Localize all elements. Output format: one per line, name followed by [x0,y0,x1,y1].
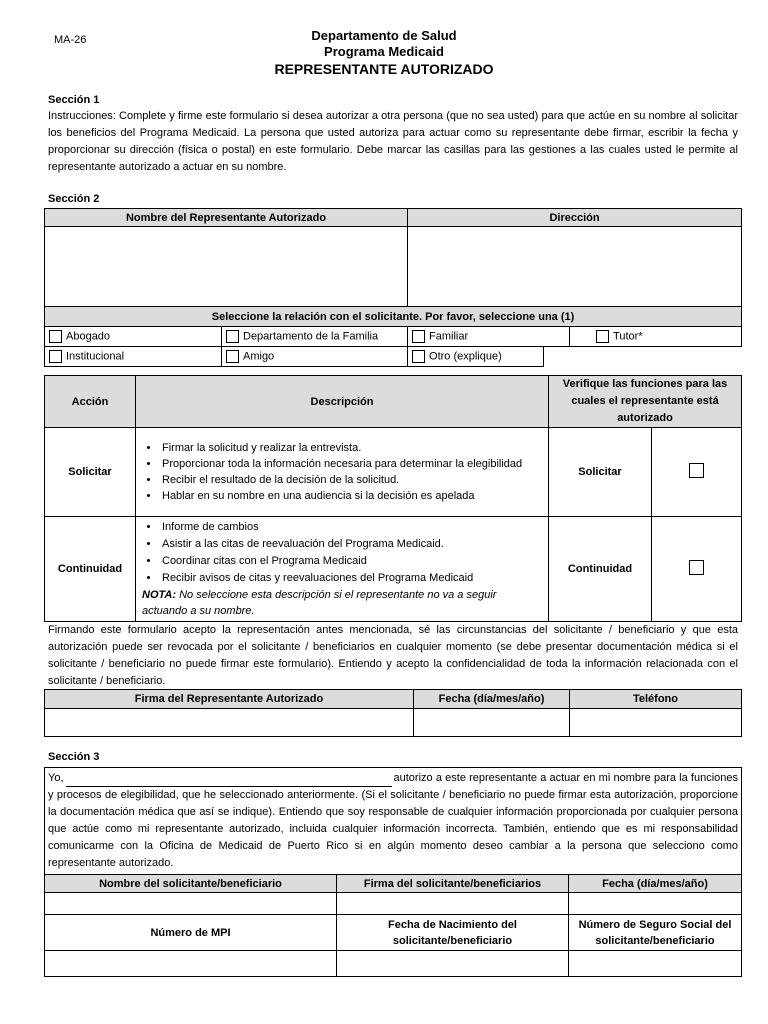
continuidad-checkbox[interactable] [689,560,704,575]
representative-date-field[interactable] [414,709,570,737]
relation-label: Otro (explique) [429,350,502,363]
list-item: • Recibir el resultado de la decisión de la solicitud. [160,472,544,488]
relation-label: Tutor* [613,330,643,343]
header-title: REPRESENTANTE AUTORIZADO [274,61,494,77]
checkbox[interactable] [49,330,62,343]
verify-solicitar-cell[interactable] [652,428,742,517]
checkbox[interactable] [226,350,239,363]
relation-familiar[interactable] [408,327,570,347]
representative-table [44,208,742,367]
applicant-signature-field[interactable] [337,893,569,915]
relation-amigo[interactable] [222,347,408,367]
section2-title: Sección 2 [48,193,100,205]
relation-label: Familiar [429,330,469,343]
list-item: • Proporcionar toda la información necesaria para determinar la elegibilidad [160,456,544,472]
action-continuidad: Continuidad [45,517,136,622]
relation-label: Abogado [66,330,111,343]
relation-tutor[interactable] [570,327,742,347]
relation-label: Institucional [66,350,125,363]
note-label: NOTA: [142,589,177,601]
representative-signature-table [44,689,742,737]
col-description: Descripción [136,376,549,428]
header-program: Programa Medicaid [324,44,444,59]
relation-otro[interactable] [408,347,544,367]
note-text: No seleccione esta descripción si el representante no va a seguir actuando a su nombre. [142,589,497,617]
checkbox[interactable] [49,350,62,363]
mpi-field[interactable] [45,951,337,977]
representative-name-field[interactable] [45,227,408,307]
consent-text: Firmando este formulario acepto la representación antes mencionada, sé las circunstancias del solicitante / beneficiario y que esta autorización puede ser revocada por el solicitante / beneficiarios en cualquier momento (se debe presentar documentación médica si el solicitante / beneficiario no puede firmar este formulario). Entiendo y acepto la confidencialidad de toda la información relacionada con el solicitante / beneficiario. [48,624,738,687]
representative-phone-field[interactable] [570,709,742,737]
verify-continuidad-cell[interactable] [652,517,742,622]
functions-table [44,375,742,622]
col-representative-signature: Firma del Representante Autorizado [45,690,414,709]
list-item: • Firmar la solicitud y realizar la entrevista. [160,440,544,456]
relation-institucional[interactable] [45,347,222,367]
section3-title: Sección 3 [48,751,100,763]
list-item: • Coordinar citas con el Programa Medicaid [160,553,544,570]
action-solicitar: Solicitar [45,428,136,517]
col-applicant-date: Fecha (día/mes/año) [569,875,742,893]
birthdate-field[interactable] [337,951,569,977]
col-mpi: Número de MPI [45,915,337,951]
solicitar-list [140,440,544,504]
ssn-field[interactable] [569,951,742,977]
applicant-date-field[interactable] [569,893,742,915]
representative-signature-field[interactable] [45,709,414,737]
col-representative-name: Nombre del Representante Autorizado [45,209,408,227]
form-id: MA-26 [54,34,87,46]
checkbox[interactable] [412,330,425,343]
continuidad-note [140,587,544,619]
relation-abogado[interactable] [45,327,222,347]
description-solicitar [136,428,549,517]
solicitar-checkbox[interactable] [689,463,704,478]
applicant-table [44,767,742,977]
col-address: Dirección [408,209,742,227]
col-ssn: Número de Seguro Social del solicitante/beneficiario [569,915,742,951]
section1-instructions: Instrucciones: Complete y firme este formulario si desea autorizar a otra persona (que no sea usted) para que actúe en su nombre al solicitar los beneficios del Programa Medicaid. La persona que usted autoriza para actuar como su representante debe firmar, escribir la fecha y proporcionar su dirección (física o postal) en este formulario. Debe marcar las casillas para las gestiones a las cuales usted le permite al representante autorizado a actuar en su nombre. [48,110,738,173]
list-item: • Asistir a las citas de reevaluación del Programa Medicaid. [160,536,544,553]
col-phone: Teléfono [570,690,742,709]
applicant-name-field[interactable] [45,893,337,915]
yo-label: Yo, [48,772,64,784]
col-applicant-signature: Firma del solicitante/beneficiarios [337,875,569,893]
list-item: • Hablar en su nombre en una audiencia si la decisión es apelada [160,488,544,504]
checkbox[interactable] [412,350,425,363]
col-verify: Verifique las funciones para las cuales el representante está autorizado [549,376,742,428]
authorization-text [45,768,742,875]
relation-label: Departamento de la Familia [243,330,379,343]
description-continuidad [136,517,549,622]
col-birthdate: Fecha de Nacimiento del solicitante/beneficiario [337,915,569,951]
authorization-body: autorizo a este representante a actuar en mi nombre para la funciones y procesos de elegibilidad, que he seleccionado anteriormente. (Si el solicitante / beneficiario no puede firmar esta autorización, proporcione la documentación médica que así se indique). Entiendo que soy responsable de cualquier información proporcionada por cualquier persona que actúe como mi representante autorizado, incluida cualquier información incorrecta. También, entiendo que es mi responsabilidad comunicarme con la Oficina de Medicaid de Puerto Rico si en algún momento deseo cambiar a la persona que selecciono como representante autorizado. [48,772,739,869]
section1-title: Sección 1 [48,94,100,106]
relation-departamento-familia[interactable] [222,327,408,347]
checkbox[interactable] [596,330,609,343]
checkbox[interactable] [226,330,239,343]
relation-label: Amigo [243,350,275,363]
address-field[interactable] [408,227,742,307]
empty-cell [544,347,742,367]
list-item: • Informe de cambios [160,519,544,536]
col-action: Acción [45,376,136,428]
verify-continuidad-label: Continuidad [549,517,652,622]
col-applicant-name: Nombre del solicitante/beneficiario [45,875,337,893]
col-date: Fecha (día/mes/año) [414,690,570,709]
list-item: • Recibir avisos de citas y reevaluaciones del Programa Medicaid [160,570,544,587]
header-department: Departamento de Salud [311,28,457,43]
relation-header: Seleccione la relación con el solicitante. Por favor, seleccione una (1) [45,307,742,327]
continuidad-list [140,519,544,587]
applicant-name-line[interactable] [66,776,392,787]
verify-solicitar-label: Solicitar [549,428,652,517]
